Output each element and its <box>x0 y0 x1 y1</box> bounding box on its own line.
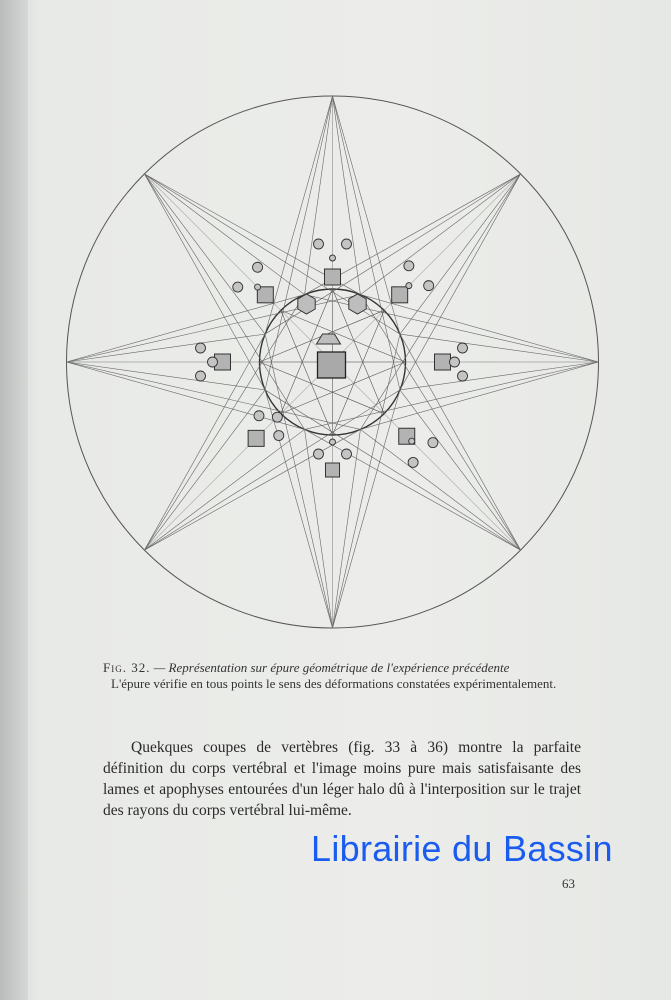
construction-ray <box>144 429 360 550</box>
watermark-text: Librairie du Bassin <box>311 828 613 869</box>
arm-circle <box>208 357 218 367</box>
arm-circle <box>330 255 336 261</box>
arm-circle <box>255 284 261 290</box>
arm-circle <box>272 412 282 422</box>
arm-circle <box>450 357 460 367</box>
arm-circle <box>274 431 284 441</box>
construction-ray <box>144 174 265 390</box>
arm-circle <box>458 343 468 353</box>
arm-circle <box>342 239 352 249</box>
hexagon-left <box>298 294 315 314</box>
arm-circle <box>408 457 418 467</box>
figure-title-text: — Représentation sur épure géométrique de l'expérience précédente <box>153 660 510 675</box>
arm-square <box>435 354 451 370</box>
construction-ray <box>67 334 266 362</box>
construction-ray <box>360 429 520 550</box>
construction-ray <box>144 334 265 550</box>
arm-circle <box>314 449 324 459</box>
page-number: 63 <box>562 876 575 891</box>
construction-ray <box>144 174 265 334</box>
construction-ray <box>400 362 599 390</box>
arm-circle <box>196 371 206 381</box>
construction-ray <box>305 96 333 295</box>
arm-circle <box>404 261 414 271</box>
arm-circle <box>254 411 264 421</box>
arm-circle <box>424 281 434 291</box>
arm-circle <box>314 239 324 249</box>
figure-caption <box>103 660 593 692</box>
construction-ray <box>144 174 304 295</box>
figure-title <box>103 660 593 676</box>
construction-ray <box>67 362 266 390</box>
figure-label: Fig. 32. <box>103 660 151 675</box>
arm-circle <box>406 283 412 289</box>
body-paragraph: Quekques coupes de vertèbres (fig. 33 à 36) montre la parfaite définition du corps vertébral et l'image moins pure mais satisfaisante des lames et apophyses entourées d'un léger halo dû à l'interposition sur le trajet des rayons du corps vertébral lui-même. <box>103 739 581 819</box>
construction-ray <box>333 96 361 295</box>
construction-ray <box>144 429 304 550</box>
arm-square <box>392 287 408 303</box>
arm-square <box>248 430 264 446</box>
arm-circle <box>253 262 263 272</box>
arm-circle <box>458 371 468 381</box>
construction-ray <box>400 334 521 550</box>
arm-square <box>326 463 340 477</box>
star-epure-drawing <box>60 95 605 640</box>
construction-ray <box>360 174 520 295</box>
construction-ray <box>400 390 521 550</box>
arm-circle <box>196 343 206 353</box>
geometric-diagram <box>60 95 605 640</box>
arm-circle <box>342 449 352 459</box>
construction-ray <box>400 174 521 334</box>
construction-ray <box>400 334 599 362</box>
construction-ray <box>305 429 521 550</box>
arm-square <box>325 269 341 285</box>
construction-ray <box>144 390 265 550</box>
figure-caption-body: L'épure vérifie en tous points le sens des déformations constatées expérimentalement. <box>111 676 557 691</box>
arm-circle <box>330 439 336 445</box>
central-square <box>318 352 346 378</box>
arm-circle <box>428 438 438 448</box>
construction-ray <box>400 174 521 390</box>
trapezoid-marker <box>317 334 341 344</box>
arm-circle <box>233 282 243 292</box>
hexagon-right <box>349 294 366 314</box>
arm-circle <box>409 438 415 444</box>
facing-page-edge <box>0 0 28 1000</box>
